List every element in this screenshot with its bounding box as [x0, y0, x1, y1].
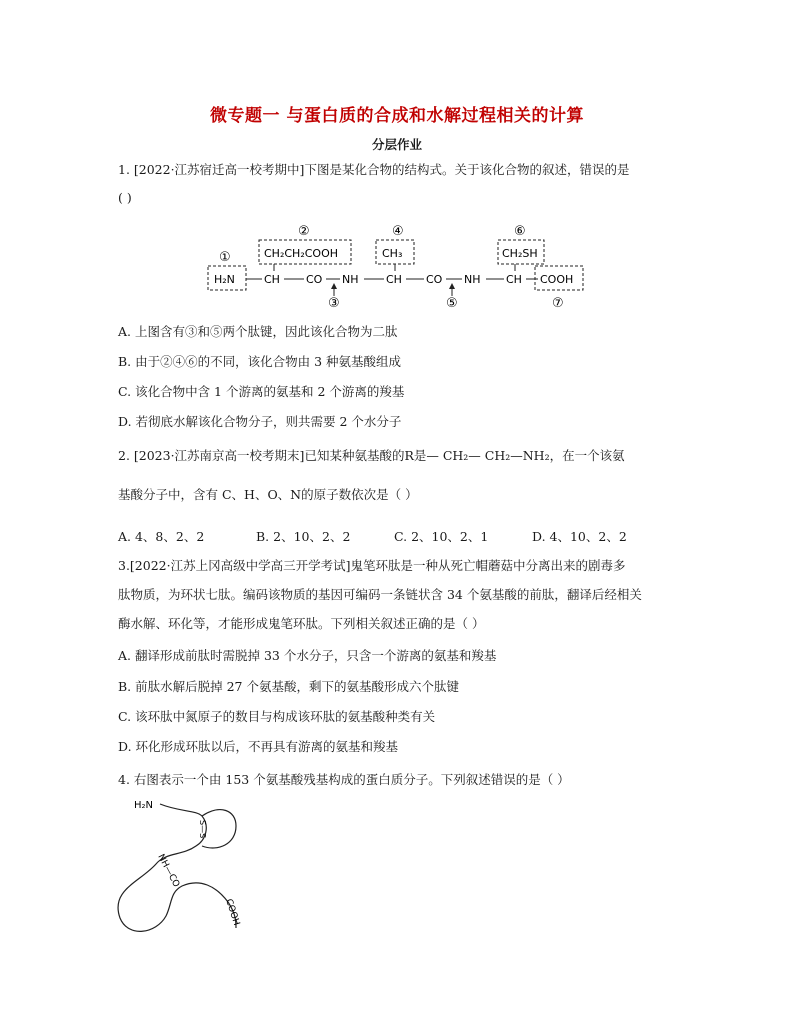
q3-stem-line-2: 肽物质，为环状七肽。编码该物质的基因可编码一条链状含 34 个氨基酸的前肽，翻译后经相关: [118, 587, 642, 602]
q1-option-b: B. 由于②④⑥的不同，该化合物由 3 种氨基酸组成: [118, 354, 402, 369]
marker-5: ⑤: [446, 296, 458, 311]
q2-option-b: B. 2、10、2、2: [256, 529, 351, 544]
q4-protein-diagram: [110, 790, 270, 940]
q2-stem-cont: 基酸分子中，含有 C、H、O、N的原子数依次是（ ）: [118, 487, 418, 502]
q2-option-d: D. 4、10、2、2: [532, 529, 627, 544]
nh-1: NH: [342, 273, 359, 286]
q2-option-c: C. 2、10、2、1: [394, 529, 489, 544]
q3-option-b: B. 前肽水解后脱掉 27 个氨基酸，剩下的氨基酸形成六个肽键: [118, 679, 459, 694]
q3-option-a: A. 翻译形成前肽时需脱掉 33 个水分子，只含一个游离的氨基和羧基: [118, 648, 497, 663]
page-title: 微专题一 与蛋白质的合成和水解过程相关的计算: [210, 106, 584, 126]
q2-options: [118, 527, 678, 545]
marker-3: ③: [328, 296, 340, 311]
marker-2: ②: [298, 224, 310, 239]
q3-stem-line-3: 酶水解、环化等，才能形成鬼笔环肽。下列相关叙述正确的是（ ）: [118, 616, 485, 631]
marker-1: ①: [219, 250, 231, 265]
ch-1: CH: [264, 273, 280, 286]
r2-group: CH₂CH₂COOH: [264, 247, 338, 260]
q1-option-a: A. 上图含有③和⑤两个肽键，因此该化合物为二肽: [118, 324, 398, 339]
r4-group: CH₃: [382, 247, 403, 260]
q3-option-d: D. 环化形成环肽以后，不再具有游离的氨基和羧基: [118, 739, 399, 754]
q1-answer-paren: ( ): [118, 190, 132, 205]
cooh-group: COOH: [540, 273, 574, 286]
marker-4: ④: [392, 224, 404, 239]
page-subtitle: 分层作业: [371, 137, 422, 152]
diagram-ss: S—S: [198, 820, 207, 839]
nh-2: NH: [464, 273, 481, 286]
co-2: CO: [426, 273, 443, 286]
marker-6: ⑥: [514, 224, 526, 239]
diagram-nhco: NH—CO: [155, 852, 182, 890]
q4-stem: 4. 右图表示一个由 153 个氨基酸残基构成的蛋白质分子。下列叙述错误的是（ ）: [118, 772, 570, 787]
q1-stem: 1. [2022·江苏宿迁高一校考期中]下图是某化合物的结构式。关于该化合物的叙述，错误的是: [118, 162, 630, 177]
h2n-group: H₂N: [214, 273, 235, 286]
q1-option-d: D. 若彻底水解该化合物分子，则共需要 2 个水分子: [118, 414, 402, 429]
ch-3: CH: [506, 273, 522, 286]
q1-structure-diagram: [200, 222, 600, 312]
ch-2: CH: [386, 273, 402, 286]
q2-option-a: A. 4、8、2、2: [118, 529, 205, 544]
r6-group: CH₂SH: [502, 247, 538, 260]
co-1: CO: [306, 273, 323, 286]
q3-option-c: C. 该环肽中氮原子的数目与构成该环肽的氨基酸种类有关: [118, 709, 436, 724]
marker-7: ⑦: [552, 296, 564, 311]
diagram-h2n: H₂N: [134, 800, 154, 811]
q2-stem: 2. [2023·江苏南京高一校考期末]已知某种氨基酸的R是— CH₂— CH₂—NH₂，在一个该氨: [118, 448, 625, 463]
q1-option-c: C. 该化合物中含 1 个游离的氨基和 2 个游离的羧基: [118, 384, 405, 399]
q3-stem-line-1: 3.[2022·江苏上冈高级中学高三开学考试]鬼笔环肽是一种从死亡帽蘑菇中分离出来的剧毒多: [118, 558, 626, 573]
diagram-cooh: COOH: [223, 897, 242, 927]
